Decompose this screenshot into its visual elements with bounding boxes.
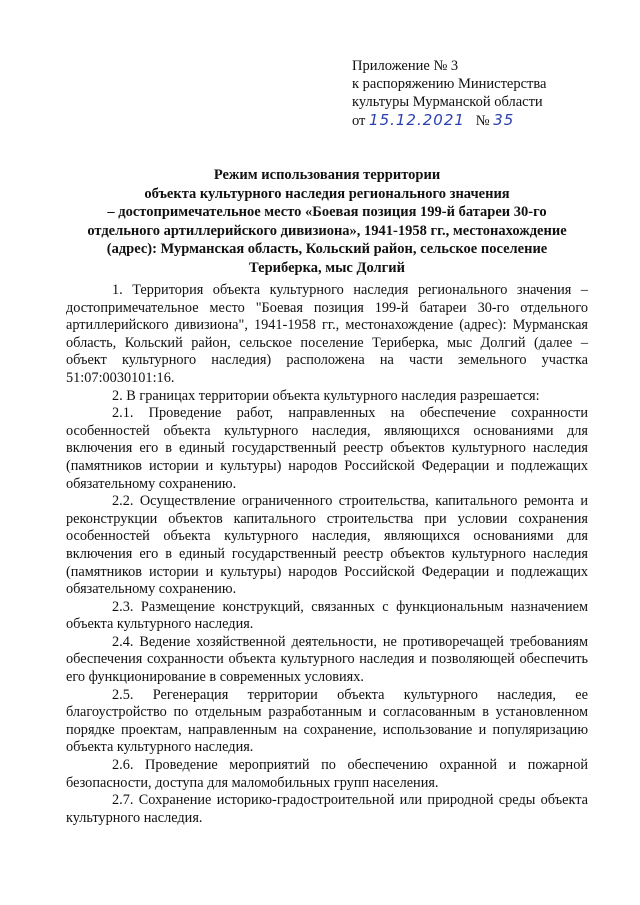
appendix-ministry-line: культуры Мурманской области (352, 94, 543, 110)
paragraph-2-3: 2.3. Размещение конструкций, связанных с функциональным назначением объекта культурного наследия. (66, 598, 588, 633)
date-prefix: от (352, 113, 366, 129)
paragraph-2-2: 2.2. Осуществление ограниченного строительства, капитального ремонта и реконструкции объектов капитального строительства при условии сохранения особенностей объекта культурного наследия, являющихся основаниями для включения его в единый государственный реестр объектов культурного наследия (памятников истории и культуры) народов Российской Федерации и подлежащих обязательному сохранению. (66, 493, 588, 598)
document-title (66, 166, 588, 277)
paragraph-2-7: 2.7. Сохранение историко-градостроительной или природной среды объекта культурного наследия. (66, 792, 588, 826)
handwritten-number: 35 (493, 111, 515, 129)
title-line: Териберка, мыс Долгий (249, 259, 405, 276)
document-body (66, 282, 588, 827)
title-line: Режим использования территории (213, 167, 441, 183)
paragraph-2-4: 2.4. Ведение хозяйственной деятельности, не противоречащей требованиям обеспечения сохранности объекта культурного наследия и позволяющей обеспечить его функционирование в современных условиях. (66, 633, 588, 686)
handwritten-date: 15.12.2021 (369, 111, 465, 129)
paragraph-2: 2. В границах территории объекта культурного наследия разрешается: (112, 387, 540, 404)
paragraph-2-5: 2.5. Регенерация территории объекта культурного наследия, ее благоустройство по отдельным разработанным и согласованным в установленном порядке проектам, направленным на сохранение, использование и популяризацию объекта культурного наследия. (66, 686, 588, 756)
title-line: (адрес): Мурманская область, Кольский район, сельское поселение (106, 241, 548, 257)
number-prefix: № (475, 113, 490, 129)
title-line: отдельного артиллерийского дивизиона», 1941-1958 гг., местонахождение (87, 222, 567, 239)
appendix-date-line (352, 111, 602, 130)
paragraph-2-6: 2.6. Проведение мероприятий по обеспечению охранной и пожарной безопасности, доступа для маломобильных групп населения. (66, 757, 588, 791)
appendix-header (352, 57, 602, 130)
paragraph-2-1: 2.1. Проведение работ, направленных на обеспечение сохранности особенностей объекта культурного наследия, являющихся основаниями для включения его в единый государственный реестр объектов культурного наследия (памятников истории и культуры) народов Российской Федерации и подлежащих обязательному сохранению. (66, 405, 588, 492)
paragraph-1: 1. Территория объекта культурного наследия регионального значения – достопримечательное место "Боевая позиция 199-й батареи 30-го отдельного артиллерийского дивизиона", 1941-1958 гг., местонахождение (адрес): Мурманская область, Кольский район, сельское поселение Териберка, мыс Долгий (далее – объект культурного наследия) расположена на части земельного участка 51:07:0030101:16. (66, 282, 588, 386)
appendix-number: Приложение № 3 (352, 58, 459, 74)
title-line: объекта культурного наследия регионального значения (144, 185, 510, 202)
appendix-order-line: к распоряжению Министерства (352, 76, 547, 92)
title-line: – достопримечательное место «Боевая позиция 199-й батареи 30-го (107, 204, 547, 220)
